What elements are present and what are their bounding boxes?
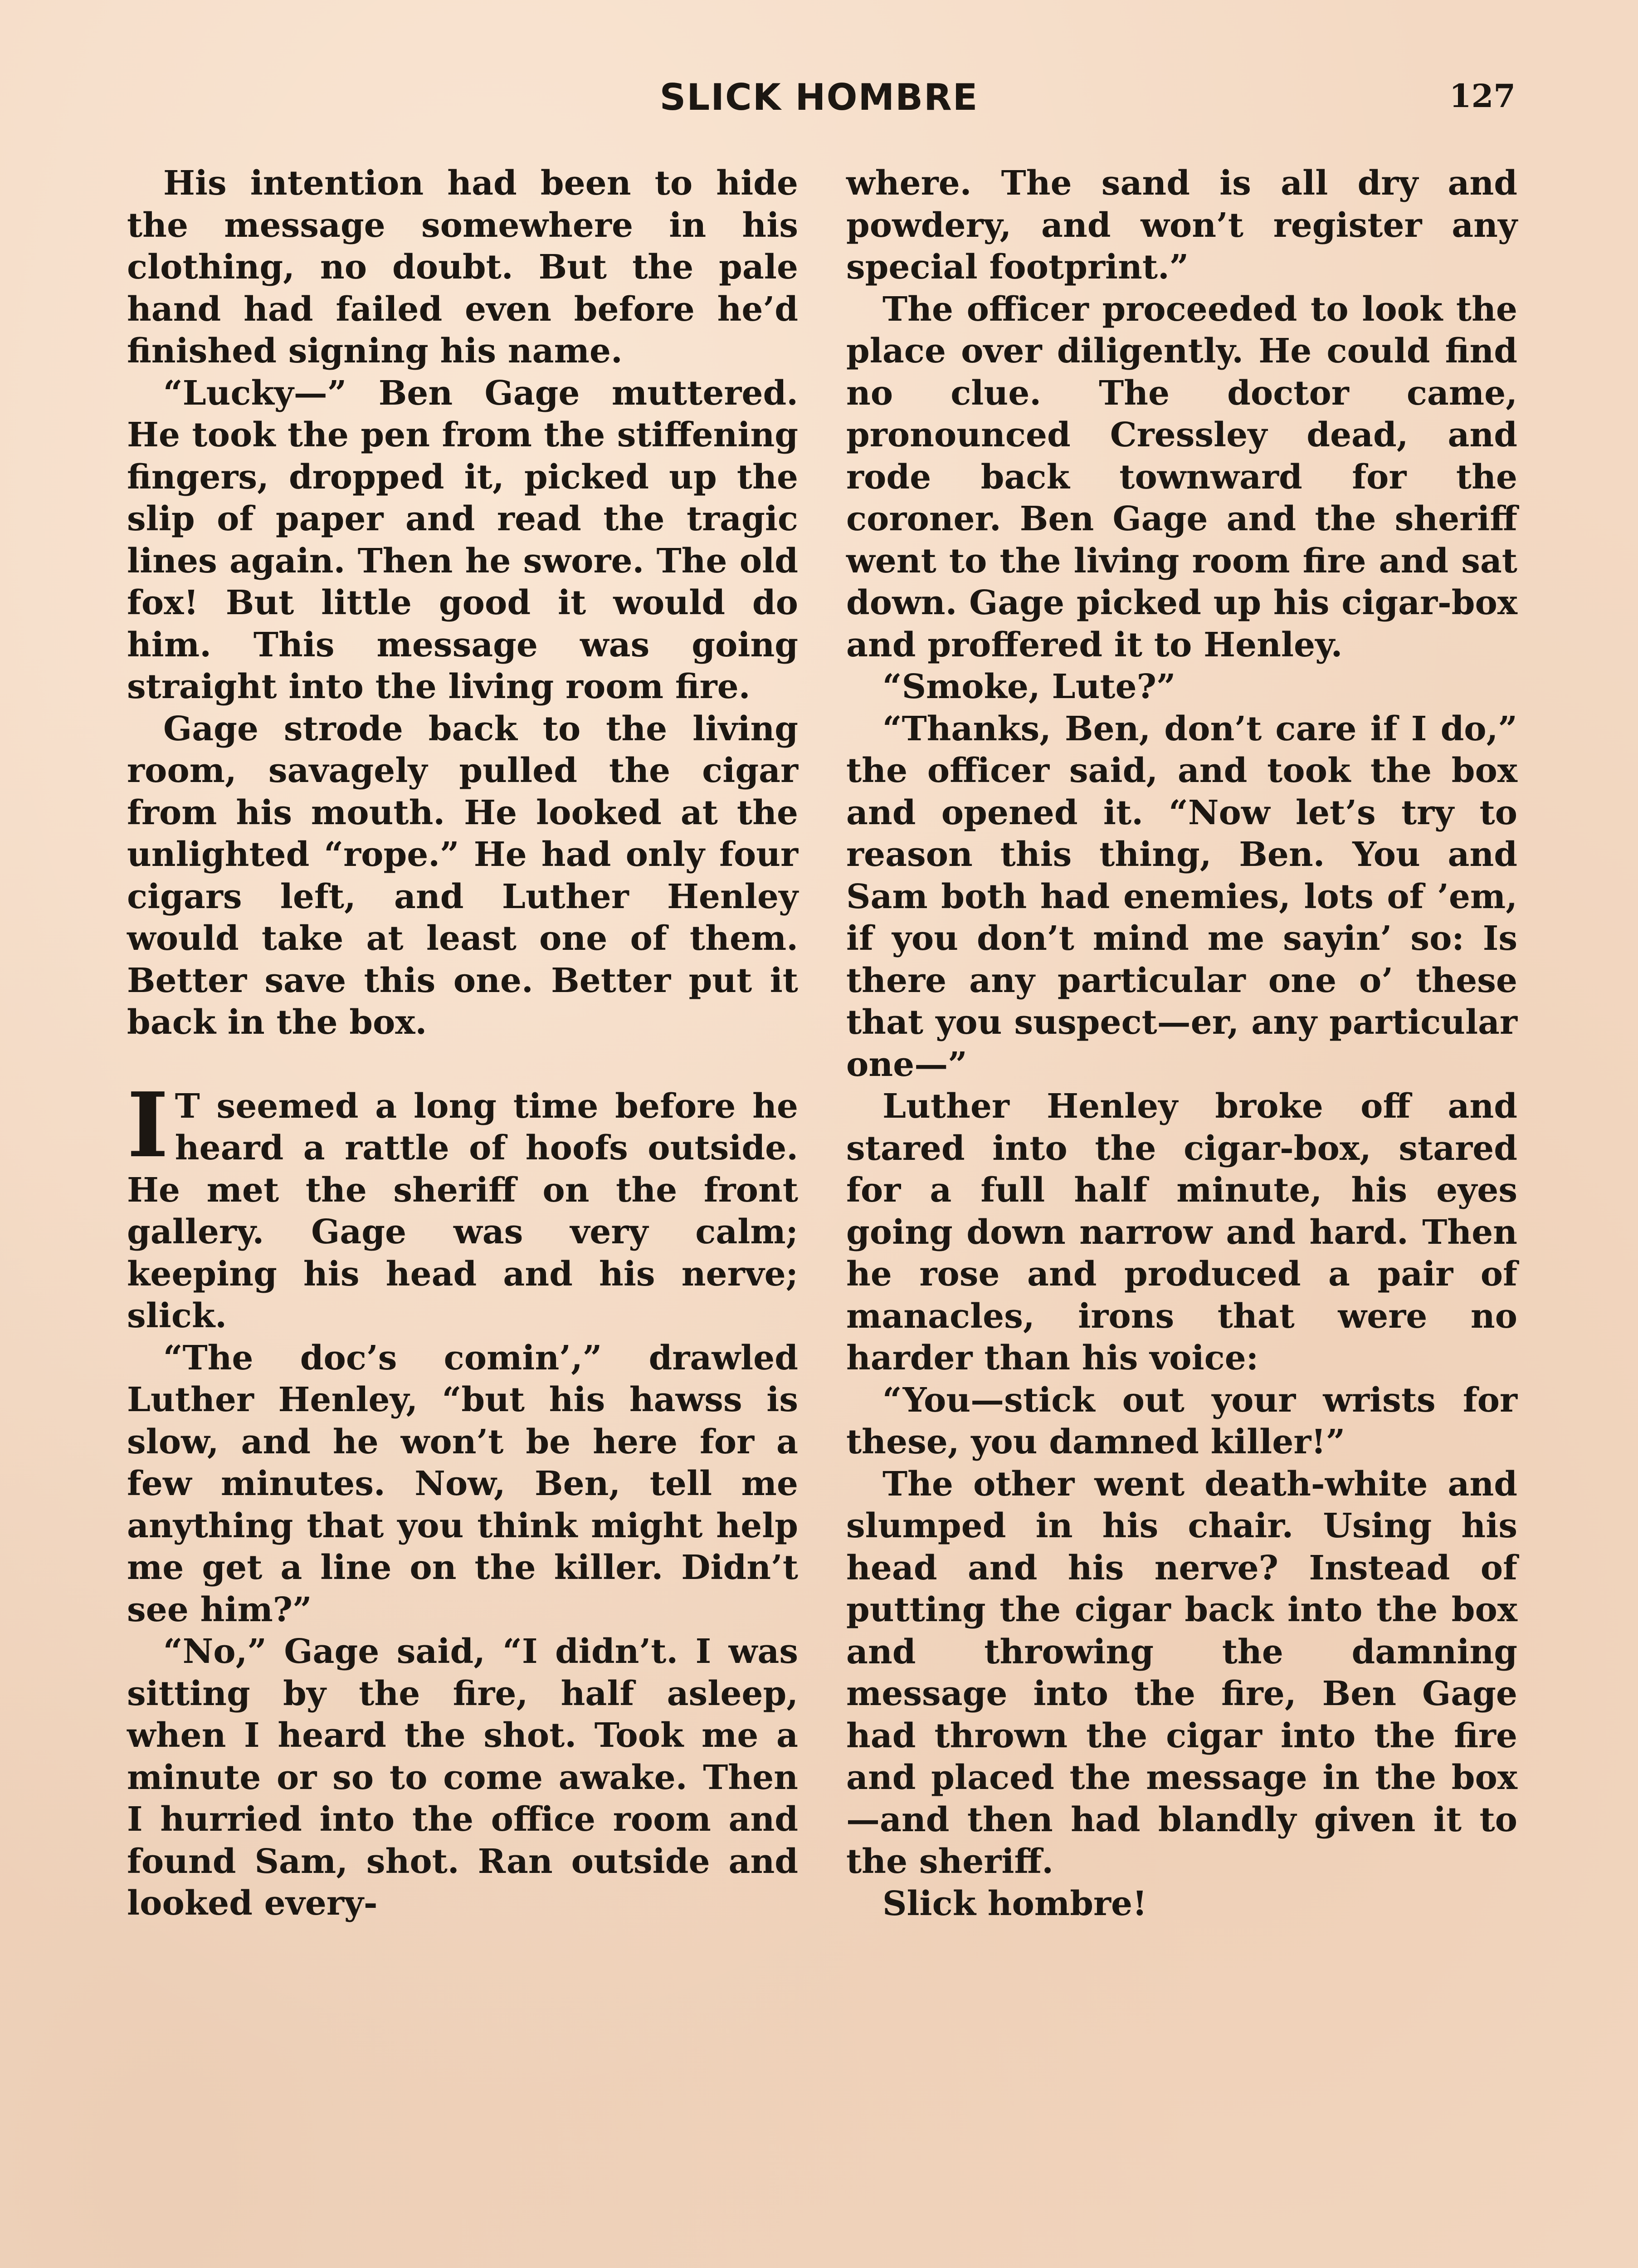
paragraph: “Thanks, Ben, don’t care if I do,” the officer said, and took the box and opened it. “Now let’s try to reason this thing, Ben. You and Sam both had enemies, lots of ’em, if you don’t mind me sayin’ so: Is there any particular one o’ these that you suspect—er, any particular one—” — [846, 709, 1517, 1084]
paragraph: “You—stick out your wrists for these, you damned killer!” — [846, 1380, 1517, 1461]
paragraph: His intention had been to hide the message somewhere in his clothing, no doubt. But the pale hand had failed even before he’d finished signing his name. — [127, 164, 798, 371]
section-start-paragraph — [127, 1073, 798, 1337]
running-title: SLICK HOMBRE — [659, 76, 979, 118]
left-column — [127, 162, 798, 1925]
paragraph: The other went death-white and slumped in his chair. Using his head and his nerve? Instead of putting the cigar back into the box and throwing the damning message into the fire, Ben Gage had thrown the cigar into the fire and placed the message in the box—and then had blandly given it to the sheriff. — [846, 1464, 1517, 1881]
paragraph: Gage strode back to the living room, savagely pulled the cigar from his mouth. He looked at the unlighted “rope.” He had only four cigars left, and Luther Henley would take at least one of them. Better save this one. Better put it back in the box. — [127, 709, 798, 1042]
paragraph: “Smoke, Lute?” — [882, 667, 1176, 706]
paragraph-text: T seemed a long time before he heard a rattle of hoofs outside. He met the sheriff on the front gallery. Gage was very calm; keeping his head and his nerve; slick. — [127, 1086, 798, 1335]
page-header — [0, 68, 1638, 122]
paragraph: “Lucky—” Ben Gage muttered. He took the pen from the stiffening fingers, dropped it, picked up the slip of paper and read the tragic lines again. Then he swore. The old fox! But little good it would do him. This message was going straight into the living room fire. — [127, 373, 798, 706]
paragraph: “The doc’s comin’,” drawled Luther Henley, “but his hawss is slow, and he won’t be here for a few minutes. Now, Ben, tell me anything that you think might help me get a line on the killer. Didn’t see him?” — [127, 1338, 798, 1629]
paragraph: where. The sand is all dry and powdery, and won’t register any special footprint.” — [846, 164, 1517, 287]
paragraph: The officer proceeded to look the place over diligently. He could find no clue. The doctor came, pronounced Cressley dead, and rode back townward for the coroner. Ben Gage and the sheriff went to the living room fire and sat down. Gage picked up his cigar-box and proffered it to Henley. — [846, 289, 1517, 665]
page-number: 127 — [1449, 77, 1516, 115]
right-column — [846, 162, 1517, 1925]
paragraph: Luther Henley broke off and stared into the cigar-box, stared for a full half minute, his eyes going down narrow and hard. Then he rose and produced a pair of manacles, irons that were no harder than his voice: — [846, 1087, 1517, 1378]
drop-cap: I — [127, 1073, 169, 1178]
paragraph: Slick hombre! — [882, 1884, 1147, 1923]
paragraph: “No,” Gage said, “I didn’t. I was sitting by the fire, half asleep, when I heard the shot. Took me a minute or so to come awake. Then I hurried into the office room and found Sam, shot. Ran outside and looked every- — [127, 1632, 798, 1923]
